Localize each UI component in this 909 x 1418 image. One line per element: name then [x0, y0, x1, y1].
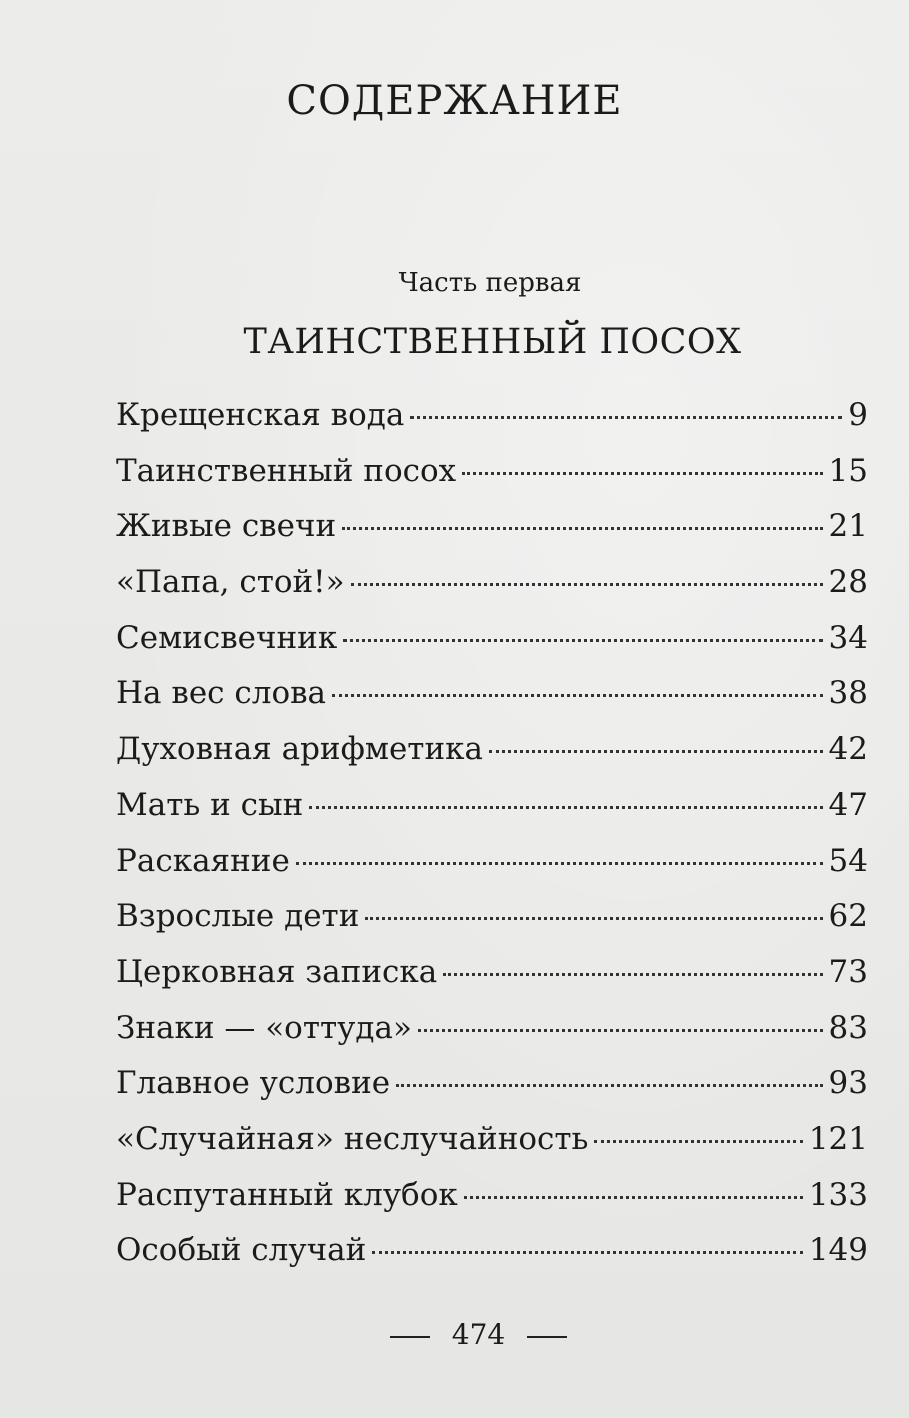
toc-entry-page: 149 [808, 1232, 868, 1269]
toc-entry [116, 1056, 868, 1112]
toc-entry-page: 21 [828, 508, 868, 545]
toc-entry-title: Главное условие [116, 1065, 391, 1102]
toc-entry [116, 1168, 868, 1224]
toc-entry [116, 611, 868, 667]
toc-entry-title: Крещенская вода [116, 397, 405, 433]
toc-entry [116, 499, 868, 555]
toc-entry-title: Церковная записка [116, 953, 438, 990]
dot-leader [410, 416, 842, 419]
dot-leader [418, 1029, 823, 1032]
dot-leader [365, 917, 822, 920]
dot-leader [489, 750, 823, 753]
toc-entry [116, 1223, 868, 1279]
toc-entry-title: На вес слова [116, 675, 327, 712]
page-number [0, 1318, 909, 1351]
dot-leader [372, 1251, 803, 1254]
part-title: ТАИНСТВЕННЫЙ ПОСОХ [243, 322, 742, 362]
toc-entry-page: 47 [828, 786, 868, 823]
dot-leader [351, 583, 823, 586]
toc-entry [116, 388, 868, 444]
dot-leader [309, 806, 822, 809]
toc-entry [116, 834, 868, 890]
toc-entry [116, 1112, 868, 1168]
toc-entry-title: Взрослые дети [116, 898, 360, 935]
toc-entry-title: Раскаяние [116, 842, 290, 879]
page-title: СОДЕРЖАНИЕ [286, 78, 623, 124]
toc-entry-page: 54 [828, 842, 868, 879]
dot-leader [396, 1084, 822, 1087]
dot-leader [343, 639, 822, 642]
toc-entry-title: Живые свечи [116, 508, 337, 545]
toc-entry-page: 93 [828, 1065, 868, 1102]
toc-entry [116, 889, 868, 945]
toc-entry-page: 73 [828, 953, 868, 990]
toc-entry [116, 444, 868, 500]
folio-dash-right [527, 1336, 567, 1338]
dot-leader [594, 1140, 802, 1143]
toc-entry-page: 62 [828, 898, 868, 935]
toc-entry-page: 15 [828, 452, 868, 489]
dot-leader [296, 862, 823, 865]
toc-entry-title: Мать и сын [116, 786, 304, 823]
toc-entry-title: Знаки — «оттуда» [116, 1009, 412, 1046]
toc-entry [116, 945, 868, 1001]
part-label: Часть первая [398, 268, 582, 298]
toc-entry-page: 83 [828, 1009, 868, 1046]
page-number-value: 474 [451, 1318, 506, 1351]
toc-entry-title: «Случайная» неслучайность [116, 1120, 589, 1157]
toc-entry [116, 722, 868, 778]
toc-entry-title: «Папа, стой!» [116, 564, 345, 601]
dot-leader [462, 472, 822, 475]
toc-entry-title: Особый случай [116, 1232, 367, 1269]
toc-entry [116, 666, 868, 722]
dot-leader [342, 527, 822, 530]
toc-entry-page: 28 [828, 564, 868, 601]
toc-entry [116, 1001, 868, 1057]
dot-leader [332, 694, 823, 697]
toc-entry [116, 555, 868, 611]
toc-entry-title: Духовная арифметика [116, 731, 483, 768]
table-of-contents [116, 388, 868, 1279]
toc-entry-title: Таинственный посох [116, 452, 457, 489]
toc-entry-page: 34 [828, 619, 868, 656]
dot-leader [464, 1196, 803, 1199]
toc-entry-title: Распутанный клубок [116, 1176, 458, 1213]
toc-entry-title: Семисвечник [116, 619, 338, 656]
folio-dash-left [390, 1336, 430, 1338]
toc-entry-page: 42 [828, 731, 868, 768]
toc-entry [116, 778, 868, 834]
dot-leader [443, 973, 822, 976]
toc-entry-page: 38 [828, 675, 868, 712]
toc-entry-page: 133 [808, 1176, 868, 1213]
toc-entry-page: 9 [848, 397, 868, 433]
toc-entry-page: 121 [808, 1120, 868, 1157]
